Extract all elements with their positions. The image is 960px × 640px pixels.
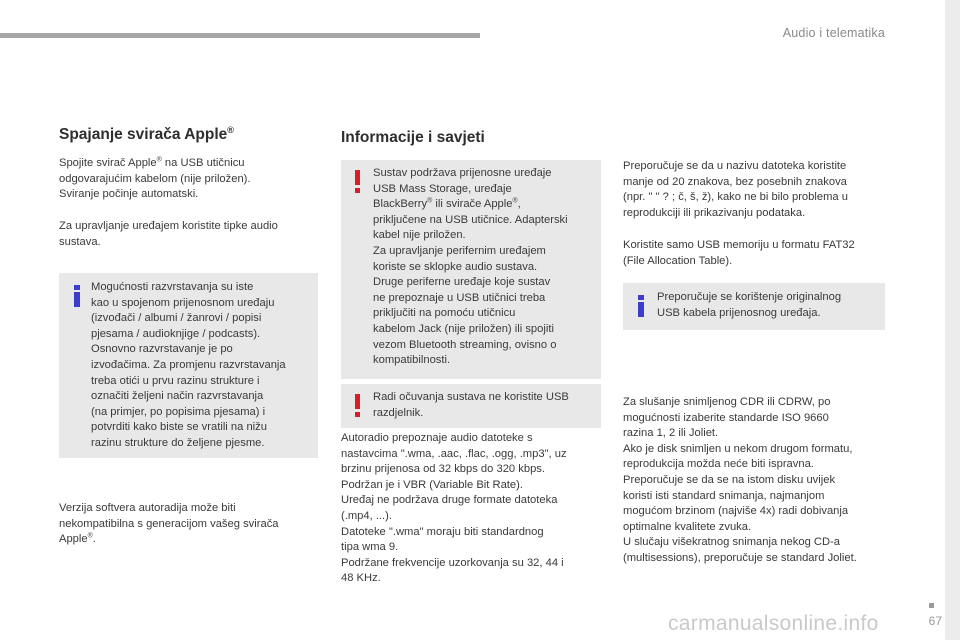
paragraph-apple-connect	[59, 156, 319, 203]
text-line: Radi očuvanja sustava ne koristite USB	[373, 391, 569, 403]
text-line: pjesama / audioknjige / podcasts).	[91, 327, 261, 340]
text-line: mogućnosti izaberite standarde ISO 9660	[623, 411, 829, 424]
text-line: kabel nije priložen.	[373, 229, 466, 242]
warning-box-usb-hub	[341, 384, 601, 428]
info-box-original-cable	[623, 283, 885, 330]
text-line: Mogućnosti razvrstavanja su iste	[91, 281, 254, 293]
text-line: vezom Bluetooth streaming, ovisno o	[373, 338, 557, 351]
text-line: priključene na USB utičnice. Adapterski	[373, 213, 568, 226]
paragraph-filename-length	[623, 159, 893, 221]
heading-info-tips: Informacije i savjeti	[341, 129, 485, 146]
text-line: Sviranje počinje automatski.	[59, 188, 199, 201]
text-line: optimalne kvalitete zvuka.	[623, 520, 752, 533]
text-line: nekompatibilna s generacijom vašeg svirača	[59, 517, 279, 530]
paragraph-apple-control	[59, 219, 319, 250]
text-line: Autoradio prepoznaje audio datoteke s	[341, 432, 533, 444]
text-line: reprodukciji ili prikazivanju podataka.	[623, 206, 806, 219]
text-line: Uređaj ne podržava druge formate datoteka	[341, 494, 558, 507]
text-line: Ako je disk snimljen u nekom drugom formatu,	[623, 442, 853, 455]
page-marker	[929, 603, 934, 608]
text-line: Sustav podržava prijenosne uređaje	[373, 167, 552, 179]
text-line: Spojite svirač Apple® na USB utičnicu	[59, 156, 245, 169]
text-line: označiti željeni način razvrstavanja	[91, 390, 264, 403]
text-line: Druge periferne uređaje koje sustav	[373, 276, 551, 289]
text-line: (na primjer, po popisima pjesama) i	[91, 405, 266, 418]
text-line: Preporučuje se da u nazivu datoteka koristite	[623, 160, 847, 172]
text-line: Apple®.	[59, 532, 96, 546]
warning-box-usb-hub-text	[373, 390, 601, 421]
text-line: kabelom Jack (nije priložen) ili spojiti	[373, 322, 554, 335]
text-line: brzinu prijenosa od 32 kbps do 320 kbps.	[341, 463, 545, 476]
text-line: BlackBerry® ili svirače Apple®,	[373, 197, 521, 211]
text-line: Osnovno razvrstavanje je po	[91, 343, 233, 356]
text-line: USB Mass Storage, uređaje	[373, 182, 512, 195]
text-line: priključiti na pomoću utičnicu	[373, 307, 516, 320]
text-line: (izvođači / albumi / žanrovi / popisi	[91, 312, 262, 325]
text-line: sustava.	[59, 235, 101, 248]
text-line: Za slušanje snimljenog CDR ili CDRW, po	[623, 396, 831, 408]
text-line: Datoteke ".wma" moraju biti standardnog	[341, 525, 544, 538]
text-line: Koristite samo USB memoriju u formatu FAT32	[623, 239, 855, 251]
paragraph-fat32	[623, 238, 893, 269]
text-line: Verzija softvera autoradija može biti	[59, 502, 236, 514]
text-line: razdjelnik.	[373, 406, 424, 419]
text-line: Za upravljanje uređajem koristite tipke audio	[59, 220, 278, 232]
info-box-sorting	[59, 273, 318, 458]
text-line: tipa wma 9.	[341, 541, 399, 554]
paragraph-software-version	[59, 501, 319, 548]
header-rule	[0, 33, 480, 38]
text-line: potvrditi kako biste se vratili na nižu	[91, 421, 267, 434]
text-line: (multisessions), preporučuje se standard Joliet.	[623, 551, 857, 564]
text-line: kao u spojenom prijenosnom uređaju	[91, 296, 275, 309]
warning-box-usb-devices-text	[373, 166, 601, 369]
text-line: reprodukcija možda neće biti ispravna.	[623, 458, 814, 471]
text-line: koriste se sklopke audio sustava.	[373, 260, 538, 273]
text-line: kompatibilnosti.	[373, 354, 451, 367]
text-line: Preporučuje se da se na istom disku uvijek	[623, 473, 836, 486]
info-box-original-cable-text	[657, 290, 883, 321]
text-line: Podržan je i VBR (Variable Bit Rate).	[341, 478, 523, 491]
text-line: 48 KHz.	[341, 572, 381, 585]
text-line: odgovarajućim kabelom (nije priložen).	[59, 172, 251, 185]
text-line: manje od 20 znakova, bez posebnih znakova	[623, 175, 847, 188]
text-line: (File Allocation Table).	[623, 254, 733, 267]
text-line: mogućom brzinom (najviše 4x) radi dobivanja	[623, 505, 849, 518]
heading-apple-player: Spajanje svirača Apple®	[59, 125, 234, 144]
text-line: Za upravljanje perifernim uređajem	[373, 244, 546, 257]
text-line: nastavcima ".wma, .aac, .flac, .ogg, .mp3", uz	[341, 447, 567, 460]
text-line: Preporučuje se korištenje originalnog	[657, 291, 842, 303]
page-edge-strip	[945, 0, 960, 640]
text-line: treba otići u prvu razinu strukture i	[91, 374, 260, 387]
text-line: koristi isti standard snimanja, najmanjom	[623, 489, 825, 502]
info-box-sorting-text	[91, 280, 316, 452]
text-line: ne prepoznaje u USB utičnici treba	[373, 291, 546, 304]
text-line: (.mp4, ...).	[341, 509, 392, 522]
text-line: razina 1, 2 ili Joliet.	[623, 427, 719, 440]
watermark: carmanualsonline.info	[668, 612, 879, 635]
text-line: U slučaju višekratnog snimanja nekog CD-a	[623, 536, 841, 549]
text-line: izvođačima. Za promjenu razvrstavanja	[91, 358, 286, 371]
paragraph-cd-recording	[623, 395, 893, 567]
warning-box-usb-devices	[341, 160, 601, 379]
section-title: Audio i telematika	[782, 26, 885, 40]
text-line: (npr. " " ? ; č, š, ž), kako ne bi bilo problema u	[623, 191, 848, 204]
text-line: Podržane frekvencije uzorkovanja su 32, 44 i	[341, 556, 564, 569]
paragraph-audio-formats	[341, 431, 606, 587]
text-line: razinu strukture do željene pjesme.	[91, 436, 265, 449]
text-line: USB kabela prijenosnog uređaja.	[657, 306, 821, 319]
page-number: 67	[928, 614, 942, 628]
